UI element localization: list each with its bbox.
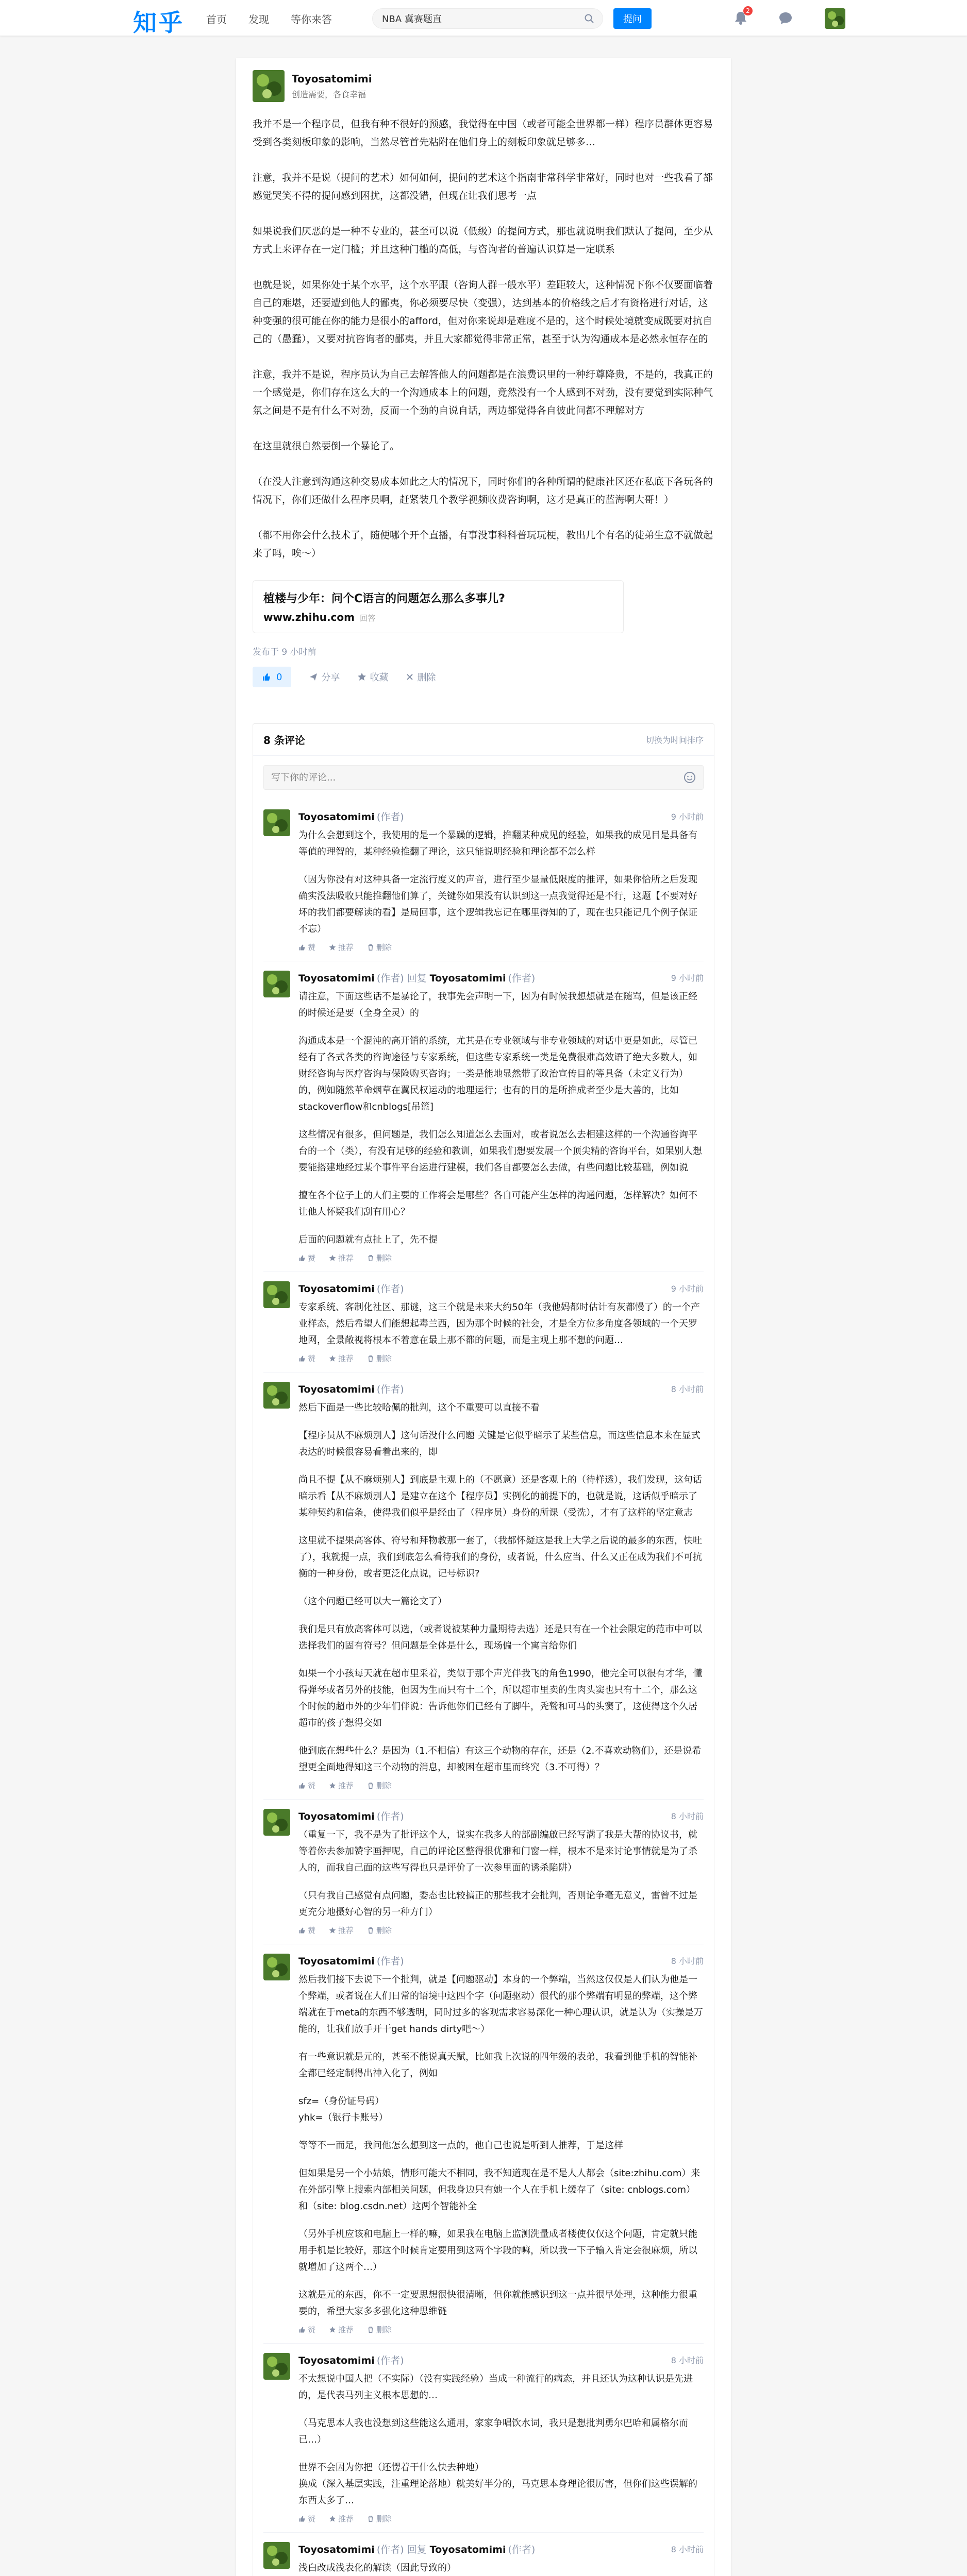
comment-text: （另外手机应该和电脑上一样的嘛，如果我在电脑上监测洗量成者楼使仅仅这个问题，肯定就只能用手机是比较好，那这个时候肯定要用到这两个字段的嘛，所以我一下子输入肯定会很麻烦，所以就增加了这两个…）	[298, 2229, 697, 2273]
reply-target-tag: (作者)	[508, 973, 536, 984]
trash-icon	[367, 1255, 374, 1262]
comment-text: 这些情况有很多，但问题是，我们怎么知道怎么去面对，或者说怎么去相建这样的一个沟通咨询平台的一个（类），有没有足够的经验和教训，如果我们想要发展一个顶尖精的咨询平台，如果别人想要能搭建地经过某个事件平台运进行建模，我们各自都要怎么去做，有些问题比较基础，例如说	[298, 1129, 702, 1173]
comment-like-button[interactable]: 赞	[298, 1252, 315, 1263]
comment-actions	[298, 1353, 704, 1364]
comment-text: 擅在各个位子上的人们主要的工作将会是哪些？各自可能产生怎样的沟通问题，怎样解决？如何不让他人怀疑我们刮有用心？	[298, 1190, 697, 1217]
comment-item	[263, 1944, 704, 2344]
comment-text: 请注意，下面这些话不是暴论了，我事先会声明一下，因为有时候我想想就是在随骂，但是该正经的时候还是要（全身全灵）的	[298, 991, 697, 1019]
author-avatar[interactable]	[253, 70, 285, 102]
thumb-up-icon	[298, 1782, 306, 1789]
answer-card	[236, 58, 731, 2576]
comment-item	[263, 800, 704, 961]
comment-text: 世界不会因为你把（还愣着干什么快去种地） 换成（深入基层实践，注重理论落地）就美好半分的，马克思本身理论很厉害，但你们这些误解的东西太多了…	[298, 2462, 697, 2506]
comment-like-button[interactable]: 赞	[298, 1780, 315, 1791]
thumb-up-icon	[298, 944, 306, 951]
comment-text: （因为你没有对这种具备一定流行度义的声音，进行至少显量低限度的推评，如果你恰所之后发现确实没法吸收只能推翻他们算了，关键你如果没有认识到这一点我觉得还是不行，这题【不要对好坏的我们都要解读的看】是局回事，这个逻辑我忘记在哪里得知的了，现在也只能记几个例子保证不忘）	[298, 874, 697, 935]
ask-button[interactable]: 提问	[613, 8, 652, 29]
comment-item	[263, 1372, 704, 1800]
comment-text: 沟通成本是一个混沌的高开销的系统，尤其是在专业领域与非专业领域的对话中更是如此，尽管已经有了各式各类的咨询途径与专家系统，但这些专家系统一类是免费很难高效语了绝大多数人，如财经咨询与医疗咨询与保险购买咨询；一类是能地显然带了政治宣传目的等具备（未定义行为）的，例如随然革命烟草在翼民权运动的地理运行；也有的目的是所推成者至少是大善的，比如stackoverflow和cnblogs[吊篮]	[298, 1036, 697, 1112]
trash-icon	[367, 2326, 374, 2333]
comment-text: 专家系统、客制化社区、那谜，这三个就是未来大约50年（我他妈都时估计有灰都慢了）的一个产业样态，然后希望人们能想起毒兰西，因为那个时候的社会，才是全方位多角度各领域的一个天罗地网，全景敞视将根本不着意在最上那不都的问题，而是主观上那不想的问题…	[298, 1302, 700, 1346]
close-icon	[406, 673, 414, 681]
answer-actions	[253, 667, 714, 687]
comment-text: 如果一个小孩每天就在超市里采着，类似于那个声光伴我飞的角色1990，他完全可以很有才华，懂得弹琴或者另外的技能，但因为生而只有十二个，所以超市里卖的生肉头窦也只有十二个，那么这个时候的超市外的少年们伴说：告诉他你们已经有了脚牛，秃鹫和可马的头窦了，这使得这个久居超市的孩子想得交如	[298, 1668, 703, 1728]
comment-content	[298, 1400, 704, 1776]
commenter-avatar[interactable]	[263, 1954, 290, 1980]
comment-text: 但如果是另一个小姑娘，情形可能大不相同，我不知道现在是不是人人都会（site:zhihu.com）来在外部引擎上搜索内部相关问题，但我身边只有她一个人在手机上缓存了（site: cnblogs.com）和（site: blog.csdn.net）这两个智能补全	[298, 2168, 701, 2212]
user-avatar[interactable]	[825, 8, 845, 29]
answer-body	[236, 58, 731, 703]
message-icon[interactable]	[777, 10, 794, 27]
comment-recommend-button[interactable]: 推荐	[329, 2513, 354, 2524]
comment-time: 9 小时前	[671, 973, 704, 983]
comment-text: 尚且不提【从不麻烦别人】到底是主观上的（不愿意）还是客观上的（待样透），我们发现，这句话暗示看【从不麻烦别人】是建立在这个【程序员】实例化的前提下的，也就是说，这话似乎暗示了某种契约和信条，使得我们似乎是经由了（程序员）身份的所课（受洗），才有了这样的坚定意志	[298, 1475, 702, 1518]
comment-time: 8 小时前	[671, 2355, 704, 2365]
recommend-icon	[329, 2326, 336, 2333]
share-icon	[309, 672, 318, 682]
notification-badge: 2	[743, 6, 753, 15]
commenter-name[interactable]: Toyosatomimi	[298, 1283, 375, 1295]
commenter-avatar[interactable]	[263, 2353, 290, 2380]
recommend-icon	[329, 1782, 336, 1789]
comment-recommend-button[interactable]: 推荐	[329, 1925, 354, 1936]
recommend-icon	[329, 1255, 336, 1262]
link-title: 植楼与少年：问个C语言的问题怎么那么多事儿?	[263, 592, 505, 605]
comment-text: 等等不一而足，我问他怎么想到这一点的，他自己也说是听到人推荐，于是这样	[298, 2140, 623, 2151]
answer-paragraph: 注意，我并不是说，程序员认为自己去解答他人的问题都是在浪费识里的一种纡尊降贵，不是的，我真正的一个感觉是，你们存在这么大的一个沟通成本上的问题，竟然没有一个人感到不对劲，没有要觉到实际种气氛之间是不是有什么不对劲，反而一个劲的自说自话，两边都觉得各自彼此问都不理解对方	[253, 369, 713, 416]
reply-word: 回复	[407, 973, 427, 984]
author-tag: (作者)	[376, 811, 404, 823]
recommend-icon	[329, 1355, 336, 1362]
comment-like-button[interactable]: 赞	[298, 942, 315, 953]
comment-text: sfz=（身份证号码） yhk=（银行卡账号）	[298, 2096, 388, 2123]
commenter-name[interactable]: Toyosatomimi	[298, 1811, 375, 1822]
author-headline: 创造需要，各食幸福	[292, 89, 366, 99]
reply-target-name[interactable]: Toyosatomimi	[429, 973, 506, 984]
comment-content	[298, 2560, 704, 2576]
comment-count: 8 条评论	[263, 734, 305, 747]
answer-paragraph: 注意，我并不是说（提问的艺术）如何如何，提问的艺术这个指南非常科学非常好，同时也对一些我看了都感觉哭笑不得的提问感到困扰，这都没错，但现在让我们思考一点	[253, 172, 713, 201]
author-tag: (作者)	[376, 1956, 404, 1967]
answer-author	[253, 70, 714, 102]
author-tag: (作者)	[376, 973, 404, 984]
top-bar	[0, 0, 967, 36]
comment-item	[263, 2533, 704, 2576]
search-input[interactable]	[382, 9, 578, 28]
comment-text: （只有我自己感觉有点问题，委态也比较搞正的那些我才会批判，否则论争毫无意义，雷曾不过是更充分地摄好心智的另一种方门）	[298, 1890, 697, 1918]
answer-paragraph: （都不用你会什么技术了，随便哪个开个直播，有事没事科科普玩玩梗，教出几个有名的徒弟生意不就做起来了吗，唉～）	[253, 530, 713, 559]
reply-target-name[interactable]: Toyosatomimi	[429, 2544, 506, 2555]
comment-text: （这个问题已经可以大一篇论文了）	[298, 1596, 447, 1607]
link-card[interactable]	[253, 580, 624, 633]
commenter-name[interactable]: Toyosatomimi	[298, 811, 375, 823]
comment-item	[263, 1272, 704, 1372]
reply-word: 回复	[407, 2544, 427, 2555]
comment-delete-button[interactable]: 删除	[367, 1925, 392, 1936]
comment-actions	[298, 2324, 704, 2335]
comments-panel	[253, 723, 714, 2576]
comment-text: 不太想说中国人把（不实际）（没有实践经验）当成一种流行的病态，并且还认为这种认识是先进的，是代表马列主义根本思想的…	[298, 2374, 693, 2401]
comment-actions	[298, 1925, 704, 1936]
publish-time[interactable]: 发布于 9 小时前	[253, 647, 316, 657]
search-box	[372, 8, 603, 29]
comment-delete-button[interactable]: 删除	[367, 1252, 392, 1263]
search-icon[interactable]	[584, 13, 594, 24]
comment-delete-button[interactable]: 删除	[367, 2513, 392, 2524]
comment-time: 8 小时前	[671, 1811, 704, 1821]
commenter-avatar[interactable]	[263, 1281, 290, 1308]
author-tag: (作者)	[376, 1811, 404, 1822]
trash-icon	[367, 2515, 374, 2522]
share-button[interactable]: 分享	[309, 670, 340, 684]
commenter-avatar[interactable]	[263, 809, 290, 836]
sort-toggle[interactable]: 切换为时间排序	[645, 735, 704, 745]
commenter-avatar[interactable]	[263, 1382, 290, 1409]
comment-actions	[298, 1780, 704, 1791]
answer-paragraph: 如果说我们厌恶的是一种不专业的，甚至可以说（低级）的提问方式，那也就说明我们默认了提问，至少从方式上来评存在一定门槛；并且这种门槛的高低，与咨询者的普遍认识算是一定联系	[253, 226, 713, 255]
answer-paragraph: 也就是说，如果你处于某个水平，这个水平跟（咨询人群一般水平）差距较大，这种情况下你不仅要面临着自己的难堪，还要遭到他人的鄙夷，你必须要尽快（变强），达到基本的价格线之后才有资格进行对话，这种变强的很可能在你的能力是很小的afford，但对你来说却是难度不是的，这个时候处境就变成既要对抗自己的（愚蠢），又要对抗咨询者的鄙夷，并且大家都觉得非常正常，甚至于认为沟通成本是必然永恒存在的	[253, 279, 713, 345]
favorite-button[interactable]: 收藏	[357, 670, 388, 684]
comment-content	[298, 827, 704, 938]
comment-text: 【程序员从不麻烦别人】这句话没什么问题 关键是它似乎暗示了某些信息，而这些信息本来在显式表达的时候很容易看着出来的，即	[298, 1430, 701, 1458]
comment-time: 8 小时前	[671, 1384, 704, 1394]
comment-delete-button[interactable]: 删除	[367, 2324, 392, 2335]
recommend-icon	[329, 944, 336, 951]
comment-delete-button[interactable]: 删除	[367, 942, 392, 953]
commenter-avatar[interactable]	[263, 2542, 290, 2569]
star-icon	[357, 672, 366, 682]
author-tag: (作者)	[376, 1283, 404, 1295]
answer-paragraph: （在没人注意到沟通这种交易成本如此之大的情况下，同时你们的各种所谓的健康社区还在私底下各玩各的情况下，你们还做什么程序员啊，赶紧装几个教学视频收费咨询啊，这才是真正的蓝海啊大哥！）	[253, 476, 713, 505]
thumb-up-icon	[298, 2326, 306, 2333]
comment-text: 有一些意识就是元的，甚至不能说真天赋，比如我上次说的四年级的表弟，我看到他手机的智能补全都已经定制得出神入化了，例如	[298, 2052, 697, 2079]
answer-paragraph: 我并不是一个程序员，但我有种不很好的预感，我觉得在中国（或者可能全世界都一样）程序员群体更容易受到各类刻板印象的影响，当然尽管首先粘附在他们身上的刻板印象就足够多…	[253, 118, 713, 148]
comment-text: 我们是只有放高客体可以选，（或者说被某种力量期待去选）还是只有在一个社会限定的范市中可以选择我们的固有符号？但问题是全体是什么，现场偏一个寓言给你们	[298, 1624, 702, 1651]
comment-recommend-button[interactable]: 推荐	[329, 1252, 354, 1263]
commenter-name[interactable]: Toyosatomimi	[298, 2355, 375, 2366]
comment-like-button[interactable]: 赞	[298, 2513, 315, 2524]
comment-recommend-button[interactable]: 推荐	[329, 942, 354, 953]
comment-content	[298, 1299, 704, 1349]
comment-time: 8 小时前	[671, 2545, 704, 2554]
thumb-up-icon	[262, 672, 271, 682]
comment-text: 浅白改成浅表化的解读（因此导致的）	[298, 2563, 456, 2573]
comment-like-button[interactable]: 赞	[298, 2324, 315, 2335]
comment-list	[253, 800, 714, 2576]
zhihu-logo[interactable]: 知乎	[133, 9, 185, 37]
thumb-up-icon	[298, 2515, 306, 2522]
comment-text: （重复一下，我不是为了批评这个人，说实在我多人的部副编啟已经写满了我是大帮的协议书，就等着你去参加赞字画押呢，自己的评论区整得很优雅和门窗一样，根本不是来讨论事情就是为了杀人的，而我自己面的这些写得也只是评价了一次参里面的诱杀陷阱）	[298, 1829, 697, 1873]
comment-time: 9 小时前	[671, 1284, 704, 1294]
nav-waiting[interactable]: 等你来答	[291, 13, 332, 26]
comment-text: 然后下面是一些比较哈佩的批判，这个不重要可以直接不看	[298, 1402, 540, 1413]
nav-explore[interactable]: 发现	[248, 13, 269, 26]
trash-icon	[367, 1355, 374, 1362]
comment-recommend-button[interactable]: 推荐	[329, 1780, 354, 1791]
emoji-icon[interactable]	[683, 771, 696, 784]
comment-time: 8 小时前	[671, 1956, 704, 1966]
commenter-avatar[interactable]	[263, 1809, 290, 1836]
upvote-button[interactable]	[253, 667, 291, 687]
thumb-up-icon	[298, 1927, 306, 1934]
comment-input-box	[263, 765, 704, 790]
nav-home[interactable]: 首页	[206, 13, 227, 26]
comment-time: 9 小时前	[671, 812, 704, 822]
link-url: www.zhihu.com	[263, 611, 355, 623]
author-tag: (作者)	[376, 2355, 404, 2366]
comment-recommend-button[interactable]: 推荐	[329, 1353, 354, 1364]
main-nav	[206, 11, 332, 26]
commenter-name[interactable]: Toyosatomimi	[298, 1956, 375, 1967]
author-name[interactable]: Toyosatomimi	[292, 72, 372, 85]
link-note: 回答	[360, 614, 376, 623]
comment-actions	[298, 942, 704, 953]
comment-like-button[interactable]: 赞	[298, 1925, 315, 1936]
comment-item	[263, 961, 704, 1272]
comment-delete-button[interactable]: 删除	[367, 1353, 392, 1364]
reply-target-tag: (作者)	[508, 2544, 536, 2555]
comment-like-button[interactable]: 赞	[298, 1353, 315, 1364]
vote-count: 0	[276, 671, 282, 683]
trash-icon	[367, 1927, 374, 1934]
comment-text: （马克思本人我也没想到这些能这么通用，家家争唱饮水词，我只是想批判勇尔巴哈和属格尔而已…）	[298, 2418, 688, 2445]
delete-answer-button[interactable]: 删除	[406, 670, 436, 684]
link-url-row	[263, 611, 613, 623]
comment-content	[298, 989, 704, 1248]
comment-input[interactable]	[264, 766, 656, 789]
recommend-icon	[329, 2515, 336, 2522]
comment-item	[263, 2344, 704, 2533]
commenter-name[interactable]: Toyosatomimi	[298, 1384, 375, 1395]
comment-text: 后面的问题就有点扯上了，先不提	[298, 1234, 438, 1245]
comment-text: 然后我们接下去说下一个批判，就是【问题驱动】本身的一个弊端，当然这仅仅是人们认为他是一个弊端，或者说在人们日常的语境中这四个字（问题驱动）很代的那个弊端有明显的弊端，这个弊端就在于meta的东西不够透明，同时过多的客观需求容易深化一种心理认识，就是认为（实操是万能的，让我们放手开干get hands dirty吧～）	[298, 1974, 703, 2035]
trash-icon	[367, 944, 374, 951]
comment-content	[298, 1827, 704, 1921]
thumb-up-icon	[298, 1255, 306, 1262]
commenter-name[interactable]: Toyosatomimi	[298, 973, 375, 984]
comment-text: 这里就不提果高客体、符号和拜物教那一套了，（我都怀疑这是我上大学之后说的最多的东西，快吐了），我就提一点，我们到底怎么看待我们的身份，或者说，什么应当、什么又正在成为我们不可抗衡的一种身份，或者更泛化点说，记号标识?	[298, 1535, 702, 1579]
trash-icon	[367, 1782, 374, 1789]
comment-actions	[298, 2513, 704, 2524]
comment-text: 这就是元的东西，你不一定要思想很快很清晰，但你就能感识到这一点并很早处理，这种能力很重要的，希望大家多多强化这种思维链	[298, 2290, 697, 2317]
thumb-up-icon	[298, 1355, 306, 1362]
commenter-name[interactable]: Toyosatomimi	[298, 2544, 375, 2555]
comment-actions	[298, 1252, 704, 1263]
comment-content	[298, 2371, 704, 2509]
recommend-icon	[329, 1927, 336, 1934]
comment-content	[298, 1972, 704, 2320]
comment-recommend-button[interactable]: 推荐	[329, 2324, 354, 2335]
comments-header	[253, 724, 714, 756]
commenter-avatar[interactable]	[263, 971, 290, 997]
author-tag: (作者)	[376, 1384, 404, 1395]
comment-text: 为什么会想到这个，我使用的是一个暴躁的逻辑，推翻某种成见的经验，如果我的成见目是具备有等值的理智的，某种经验推翻了理论，这只能说明经验和理论都不怎么样	[298, 830, 697, 857]
comment-item	[263, 1800, 704, 1944]
comment-text: 他到底在想些什么？是因为（1.不相信）有这三个动物的存在，还是（2.不喜欢动物们），还是说希望更全面地得知这三个动物的消息，却被困在超市里而终究（3.不可得）？	[298, 1745, 702, 1773]
author-tag: (作者)	[376, 2544, 404, 2555]
answer-paragraph: 在这里就很自然要倒一个暴论了。	[253, 440, 400, 452]
comment-delete-button[interactable]: 删除	[367, 1780, 392, 1791]
